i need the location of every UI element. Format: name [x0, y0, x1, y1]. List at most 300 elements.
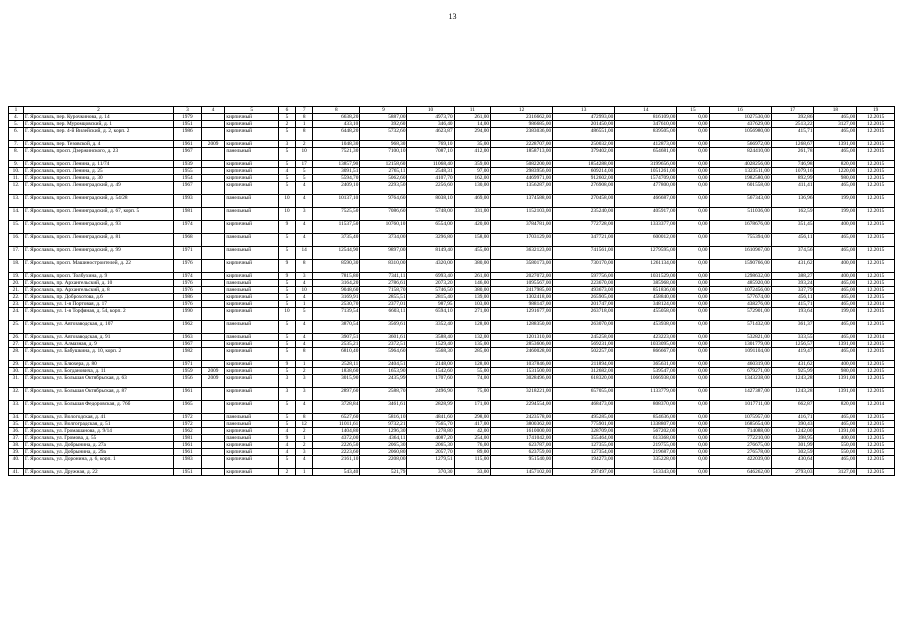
table-cell: 9	[278, 435, 295, 442]
table-cell: 521,79	[360, 469, 407, 476]
table-cell: 4	[296, 280, 313, 287]
table-cell: 566972,00	[709, 141, 771, 148]
table-cell: 276578,00	[709, 449, 771, 456]
table-cell: 365631,00	[615, 361, 677, 368]
table-row	[9, 182, 895, 195]
address-cell: Г. Ярославль, пер. Тезовской, д. 4	[23, 141, 173, 148]
table-cell: 769,10	[407, 141, 454, 148]
table-cell: 3218221,00	[491, 388, 553, 401]
table-cell: 8	[296, 414, 313, 421]
table-cell: 2223,60	[313, 449, 360, 456]
table-cell: 3735,40	[313, 234, 360, 247]
table-cell: 3	[296, 273, 313, 280]
table-cell: 128,00	[454, 361, 490, 368]
table-cell: 1967	[173, 148, 201, 161]
table-cell: 270458,00	[553, 195, 615, 208]
address-cell: Г. Ярославль, просп. Ленинградский, д. 49	[23, 182, 173, 195]
table-cell: 1979	[173, 114, 201, 121]
table-cell: 5	[296, 168, 313, 175]
table-cell: 2409,10	[313, 182, 360, 195]
table-cell: 1056980,00	[709, 128, 771, 141]
table-cell: 0,00	[677, 341, 709, 348]
table-cell: 219687,00	[615, 449, 677, 456]
table-cell: 1302418,00	[491, 294, 553, 301]
table-cell: кирпичный	[225, 121, 279, 128]
table-cell: 3	[296, 375, 313, 388]
table-cell: 422039,00	[709, 456, 771, 469]
table-cell: 1956	[173, 375, 201, 388]
table-cell: 103,00	[454, 301, 490, 308]
table-cell: 2226,50	[313, 442, 360, 449]
table-cell: 493673,00	[553, 287, 615, 294]
table-cell: 199,00	[814, 195, 857, 208]
table-cell: 12	[296, 421, 313, 428]
table-cell: 4	[296, 456, 313, 469]
table-cell: 2073,20	[407, 280, 454, 287]
table-cell: 24.	[9, 308, 24, 321]
table-cell: панельный	[225, 334, 279, 341]
table-cell: 0,00	[677, 435, 709, 442]
table-cell: 550,00	[814, 449, 857, 456]
table-cell: 250032,00	[553, 141, 615, 148]
table-cell: 430,64	[771, 456, 814, 469]
table-cell: 12.2015	[857, 442, 895, 449]
table-cell: 263070,00	[553, 321, 615, 334]
table-cell: 0,00	[677, 141, 709, 148]
address-cell: Г. Ярославль, пер. Курочкинова, д. 14	[23, 114, 173, 121]
table-cell: 35.	[9, 421, 24, 428]
table-cell: 571432,00	[709, 321, 771, 334]
table-cell: 12.2015	[857, 361, 895, 368]
table-cell: 2588,70	[360, 388, 407, 401]
address-cell: Г. Ярославль, просп. Ленина, д. 30	[23, 175, 173, 182]
table-cell: 0,00	[677, 442, 709, 449]
table-cell: 1961	[173, 442, 201, 449]
address-cell: Г. Ярославль, просп. Дзержинского, д. 23	[23, 148, 173, 161]
table-cell	[201, 449, 225, 456]
table-cell: 8149,40	[407, 247, 454, 260]
table-cell: 623787,00	[491, 442, 553, 449]
table-cell: 139,00	[454, 294, 490, 301]
table-cell: 12.2015	[857, 308, 895, 321]
table-cell: кирпичный	[225, 401, 279, 414]
address-cell: Г. Ярославль, ул. Большая Октябрьская, д. 87	[23, 388, 173, 401]
table-cell: 1961	[173, 388, 201, 401]
table-cell	[201, 401, 225, 414]
table-cell: 2983956,00	[491, 168, 553, 175]
table-cell: 12.2015	[857, 348, 895, 361]
address-cell: Г. Ярославль, просп. Ленинградский, д. 67, корп. 5	[23, 208, 173, 221]
table-cell: 2535,21	[313, 341, 360, 348]
table-cell: 2316662,00	[491, 114, 553, 121]
table-cell: 12.2015	[857, 321, 895, 334]
table-cell: 33.	[9, 401, 24, 414]
table-cell: 746,98	[771, 161, 814, 168]
table-cell: 3164,20	[313, 280, 360, 287]
address-cell: Г. Ярославль, ул. Автозаводская, д. 91	[23, 334, 173, 341]
table-cell: 74,00	[454, 375, 490, 388]
table-cell: 11.	[9, 175, 24, 182]
table-cell: 162,00	[454, 175, 490, 182]
table-cell: 1703129,00	[491, 234, 553, 247]
table-cell: 5	[278, 401, 295, 414]
table-cell: 4973,70	[407, 114, 454, 121]
table-cell: 854636,00	[615, 414, 677, 421]
table-row	[9, 414, 895, 421]
table-cell: 5	[278, 182, 295, 195]
table-cell: 4	[278, 168, 295, 175]
table-cell: 12.2015	[857, 469, 895, 476]
table-cell: 4	[278, 449, 295, 456]
table-cell: 1279,51	[407, 456, 454, 469]
table-cell: кирпичный	[225, 161, 279, 168]
table-cell: 1243,28	[771, 375, 814, 388]
address-cell: Г. Ярославль, пер. 4-й Вилейский, д. 2, корп. 2	[23, 128, 173, 141]
table-cell: 1391,00	[814, 428, 857, 435]
table-cell: 3296,80	[407, 234, 454, 247]
table-cell: 337,79	[771, 287, 814, 294]
table-cell: 1091104,00	[709, 348, 771, 361]
table-cell: 35,00	[454, 141, 490, 148]
table-cell: 420,00	[454, 221, 490, 234]
table-cell: 0,00	[677, 375, 709, 388]
table-cell: 12.2015	[857, 114, 895, 121]
table-cell	[201, 341, 225, 348]
column-header: 19	[857, 107, 895, 114]
table-cell: кирпичный	[225, 128, 279, 141]
table-row	[9, 368, 895, 375]
table-cell: 532821,00	[709, 334, 771, 341]
table-cell: 465,00	[814, 247, 857, 260]
table-cell	[201, 221, 225, 234]
table-cell: 1981	[173, 208, 201, 221]
table-cell: 601558,00	[709, 182, 771, 195]
table-cell: 5	[278, 421, 295, 428]
table-cell: 0,00	[677, 168, 709, 175]
table-cell: 8310,00	[360, 260, 407, 273]
table-cell: 455058,00	[615, 308, 677, 321]
table-cell: 412873,00	[615, 141, 677, 148]
table-row	[9, 348, 895, 361]
table-cell: 2855,51	[360, 294, 407, 301]
table-cell: 2148,00	[407, 361, 454, 368]
table-cell: 4	[278, 442, 295, 449]
table-row	[9, 321, 895, 334]
table-cell: 211894,00	[553, 361, 615, 368]
table-cell: 271,00	[454, 308, 490, 321]
column-header: 4	[201, 107, 225, 114]
table-cell: 3784781,00	[491, 221, 553, 234]
table-cell	[201, 301, 225, 308]
table-cell: 0,00	[677, 195, 709, 208]
table-cell: 567202,00	[615, 428, 677, 435]
table-cell: 9	[278, 273, 295, 280]
table-cell: 1152103,00	[491, 208, 553, 221]
table-cell: 11068,40	[407, 161, 454, 168]
address-cell: Г. Ярославль, ул. Дружная, д. 22	[23, 469, 173, 476]
table-cell: 171,00	[454, 401, 490, 414]
table-cell: 12.2015	[857, 456, 895, 469]
table-row	[9, 435, 895, 442]
table-cell: 1961	[173, 141, 201, 148]
table-cell: 1323511,00	[709, 168, 771, 175]
table-cell: 294,00	[454, 128, 490, 141]
table-cell: 465,00	[814, 148, 857, 161]
table-cell: 662,87	[771, 401, 814, 414]
table-cell: 455,00	[454, 247, 490, 260]
table-row	[9, 421, 895, 428]
table-cell: 17	[296, 161, 313, 168]
table-cell: 10760,10	[360, 221, 407, 234]
table-cell: 9764,60	[360, 195, 407, 208]
table-cell: 477800,00	[615, 182, 677, 195]
address-cell: Г. Ярославль, ул. Добрынина, д. 29а	[23, 449, 173, 456]
table-cell: 333,55	[771, 334, 814, 341]
table-cell: 1529,40	[407, 341, 454, 348]
table-cell: 13.	[9, 195, 24, 208]
table-cell: 12.2015	[857, 260, 895, 273]
table-cell: 772728,00	[553, 221, 615, 234]
table-header-row	[9, 107, 895, 114]
table-cell: 1972	[173, 414, 201, 421]
table-cell: 3800362,00	[491, 421, 553, 428]
table-cell: 385968,00	[615, 280, 677, 287]
table-row	[9, 128, 895, 141]
table-cell: 1017711,00	[709, 401, 771, 414]
table-cell: 4	[296, 234, 313, 247]
table-cell: 40.	[9, 456, 24, 469]
table-row	[9, 247, 895, 260]
table-cell: 1531500,00	[491, 368, 553, 375]
table-cell: 465,00	[814, 128, 857, 141]
table-cell: 331,00	[454, 208, 490, 221]
table-cell: 12.2015	[857, 168, 895, 175]
table-cell: 42,00	[454, 428, 490, 435]
table-cell: 12.2015	[857, 368, 895, 375]
table-cell: 3	[296, 388, 313, 401]
table-cell	[201, 208, 225, 221]
address-cell: Г. Ярославль, ул. Автозаводская, д. 107	[23, 321, 173, 334]
table-cell: 2	[296, 442, 313, 449]
table-cell: 820,00	[814, 161, 857, 168]
table-row	[9, 294, 895, 301]
table-cell: 416,71	[771, 414, 814, 421]
table-cell: 839505,00	[615, 128, 677, 141]
table-cell: 0,00	[677, 114, 709, 121]
address-cell: Г. Ярославль, пр. Архангельский, д. 8	[23, 287, 173, 294]
table-cell: 2513,22	[771, 121, 814, 128]
address-cell: Г. Ярославль, ул. Бабушкина, д. 10, корп. 2	[23, 348, 173, 361]
table-cell: 1066938,00	[615, 375, 677, 388]
table-cell: кирпичный	[225, 308, 279, 321]
table-cell: 29.	[9, 361, 24, 368]
table-cell: 8	[296, 128, 313, 141]
page-number: 13	[448, 12, 457, 21]
table-cell: 128,00	[454, 321, 490, 334]
table-cell: 380,00	[454, 287, 490, 294]
table-cell: 4028256,00	[709, 161, 771, 168]
table-cell: 14,00	[454, 121, 490, 128]
table-cell: 12.2015	[857, 273, 895, 280]
table-cell: 714088,00	[709, 428, 771, 435]
table-cell	[201, 469, 225, 476]
table-cell: 12.2015	[857, 428, 895, 435]
table-cell: 1079,16	[771, 168, 814, 175]
table-cell: 26.	[9, 334, 24, 341]
column-header: 18	[814, 107, 857, 114]
table-cell: 3199656,00	[615, 161, 677, 168]
table-cell: кирпичный	[225, 260, 279, 273]
table-cell: 8	[296, 348, 313, 361]
table-cell: 3734,00	[360, 234, 407, 247]
table-row	[9, 221, 895, 234]
table-cell: 1951	[173, 469, 201, 476]
table-cell: 1048,30	[313, 141, 360, 148]
table-cell: 0,00	[677, 287, 709, 294]
table-cell: 12158,60	[360, 161, 407, 168]
table-cell: 0,00	[677, 280, 709, 287]
table-cell: панельный	[225, 421, 279, 428]
table-cell: 6527,60	[313, 414, 360, 421]
table-cell: 431,62	[771, 361, 814, 368]
table-cell: 5	[278, 148, 295, 161]
table-cell: 980,00	[814, 175, 857, 182]
table-cell: 511036,00	[709, 208, 771, 221]
table-cell: 201747,00	[553, 301, 615, 308]
table-cell: 0,00	[677, 414, 709, 421]
table-cell: 370,30	[407, 469, 454, 476]
table-cell: 2383036,00	[491, 128, 553, 141]
address-cell: Г. Ярославль, ул. Громашанова, д. 9/14	[23, 428, 173, 435]
table-cell: 0,00	[677, 161, 709, 168]
table-cell: 925,99	[771, 368, 814, 375]
table-cell	[201, 348, 225, 361]
table-cell: 11011,61	[313, 421, 360, 428]
table-cell	[201, 308, 225, 321]
table-cell: 7815,80	[313, 273, 360, 280]
table-cell: кирпичный	[225, 221, 279, 234]
table-cell	[201, 234, 225, 247]
table-cell: 2060,80	[360, 449, 407, 456]
table-cell: 0,00	[677, 368, 709, 375]
table-cell: 741561,00	[553, 247, 615, 260]
table-cell	[201, 121, 225, 128]
table-cell: 4	[296, 221, 313, 234]
table-cell: 130,00	[454, 182, 490, 195]
table-cell: 7341,11	[360, 273, 407, 280]
table-cell: 1954	[173, 175, 201, 182]
table-cell: 2793,03	[771, 469, 814, 476]
table-cell: 609214,00	[553, 168, 615, 175]
table-cell: 679271,00	[709, 368, 771, 375]
table-cell: 912602,00	[553, 175, 615, 182]
table-cell: 458840,00	[615, 294, 677, 301]
table-cell: 12.2015	[857, 280, 895, 287]
table-cell: 27.	[9, 341, 24, 348]
table-cell: 12.2015	[857, 421, 895, 428]
table-cell: 5	[278, 294, 295, 301]
table-cell: 567343,00	[709, 195, 771, 208]
table-cell: 2853606,00	[491, 341, 553, 348]
table-cell: 1962	[173, 321, 201, 334]
table-cell: 10	[278, 195, 295, 208]
table-row	[9, 428, 895, 435]
table-cell: 0,00	[677, 260, 709, 273]
table-cell	[201, 247, 225, 260]
table-cell: 5	[278, 280, 295, 287]
table-cell: 816109,00	[615, 114, 677, 121]
table-cell: 7087,10	[407, 148, 454, 161]
table-cell: 2548,31	[407, 168, 454, 175]
table-cell: 1338807,00	[615, 421, 677, 428]
table-cell: 261,00	[454, 273, 490, 280]
table-cell: 437629,00	[709, 121, 771, 128]
table-cell: 1962	[173, 428, 201, 435]
address-cell: Г. Ярославль, пер. Муромцовский, д. 1	[23, 121, 173, 128]
table-cell: 5746,50	[407, 287, 454, 294]
table-cell: 4	[296, 182, 313, 195]
table-cell: 5	[296, 308, 313, 321]
table-cell: 5082200,00	[491, 161, 553, 168]
table-cell: панельный	[225, 435, 279, 442]
table-cell: 1457102,00	[491, 469, 553, 476]
table-cell: 276908,00	[553, 182, 615, 195]
table-cell: 4	[296, 321, 313, 334]
table-cell: 5	[278, 321, 295, 334]
table-cell: кирпичный	[225, 141, 279, 148]
table-cell	[201, 128, 225, 141]
table-cell: 6603,11	[360, 308, 407, 321]
table-cell: 980,00	[814, 368, 857, 375]
table-cell: панельный	[225, 208, 279, 221]
table-cell: 201450,00	[553, 121, 615, 128]
table-cell: 968,30	[360, 141, 407, 148]
table-cell: 298,00	[454, 414, 490, 421]
table-cell: 146,00	[454, 280, 490, 287]
table-cell: 1298632,00	[709, 273, 771, 280]
table-cell: 572901,00	[709, 308, 771, 321]
column-header: 1	[9, 107, 24, 114]
table-cell: 1	[296, 435, 313, 442]
table-cell: 1972	[173, 421, 201, 428]
address-cell: Г. Ярославль, пр. Доброхотова, д.6	[23, 294, 173, 301]
table-cell: 6.	[9, 128, 24, 141]
address-cell: Г. Ярославль, просп. Ленина, д. 11/74	[23, 161, 173, 168]
table-cell: 3028496,00	[491, 375, 553, 388]
table-cell: 0,00	[677, 221, 709, 234]
address-cell: Г. Ярославль, ул. Богдановича, д. 11	[23, 368, 173, 375]
table-cell: 3	[278, 388, 295, 401]
table-cell	[201, 287, 225, 294]
table-cell: 38.	[9, 442, 24, 449]
table-cell: 2423578,00	[491, 414, 553, 421]
table-cell: 1242,00	[771, 428, 814, 435]
data-table	[8, 106, 895, 476]
table-row	[9, 308, 895, 321]
table-cell: 9048,60	[313, 287, 360, 294]
table-cell: 0,00	[677, 294, 709, 301]
table-cell: 465,00	[814, 280, 857, 287]
table-cell: 390,43	[771, 421, 814, 428]
table-cell: 1288350,00	[491, 321, 553, 334]
table-cell: 775901,00	[553, 421, 615, 428]
table-cell: 12.2014	[857, 301, 895, 308]
table-cell: 2057,70	[407, 449, 454, 456]
table-cell: 380,00	[454, 260, 490, 273]
table-cell: 2027072,00	[491, 273, 553, 280]
table-cell: 41.	[9, 469, 24, 476]
address-cell: Г. Ярославль, ул. Доронина, д. 6, корп. 1	[23, 456, 173, 469]
